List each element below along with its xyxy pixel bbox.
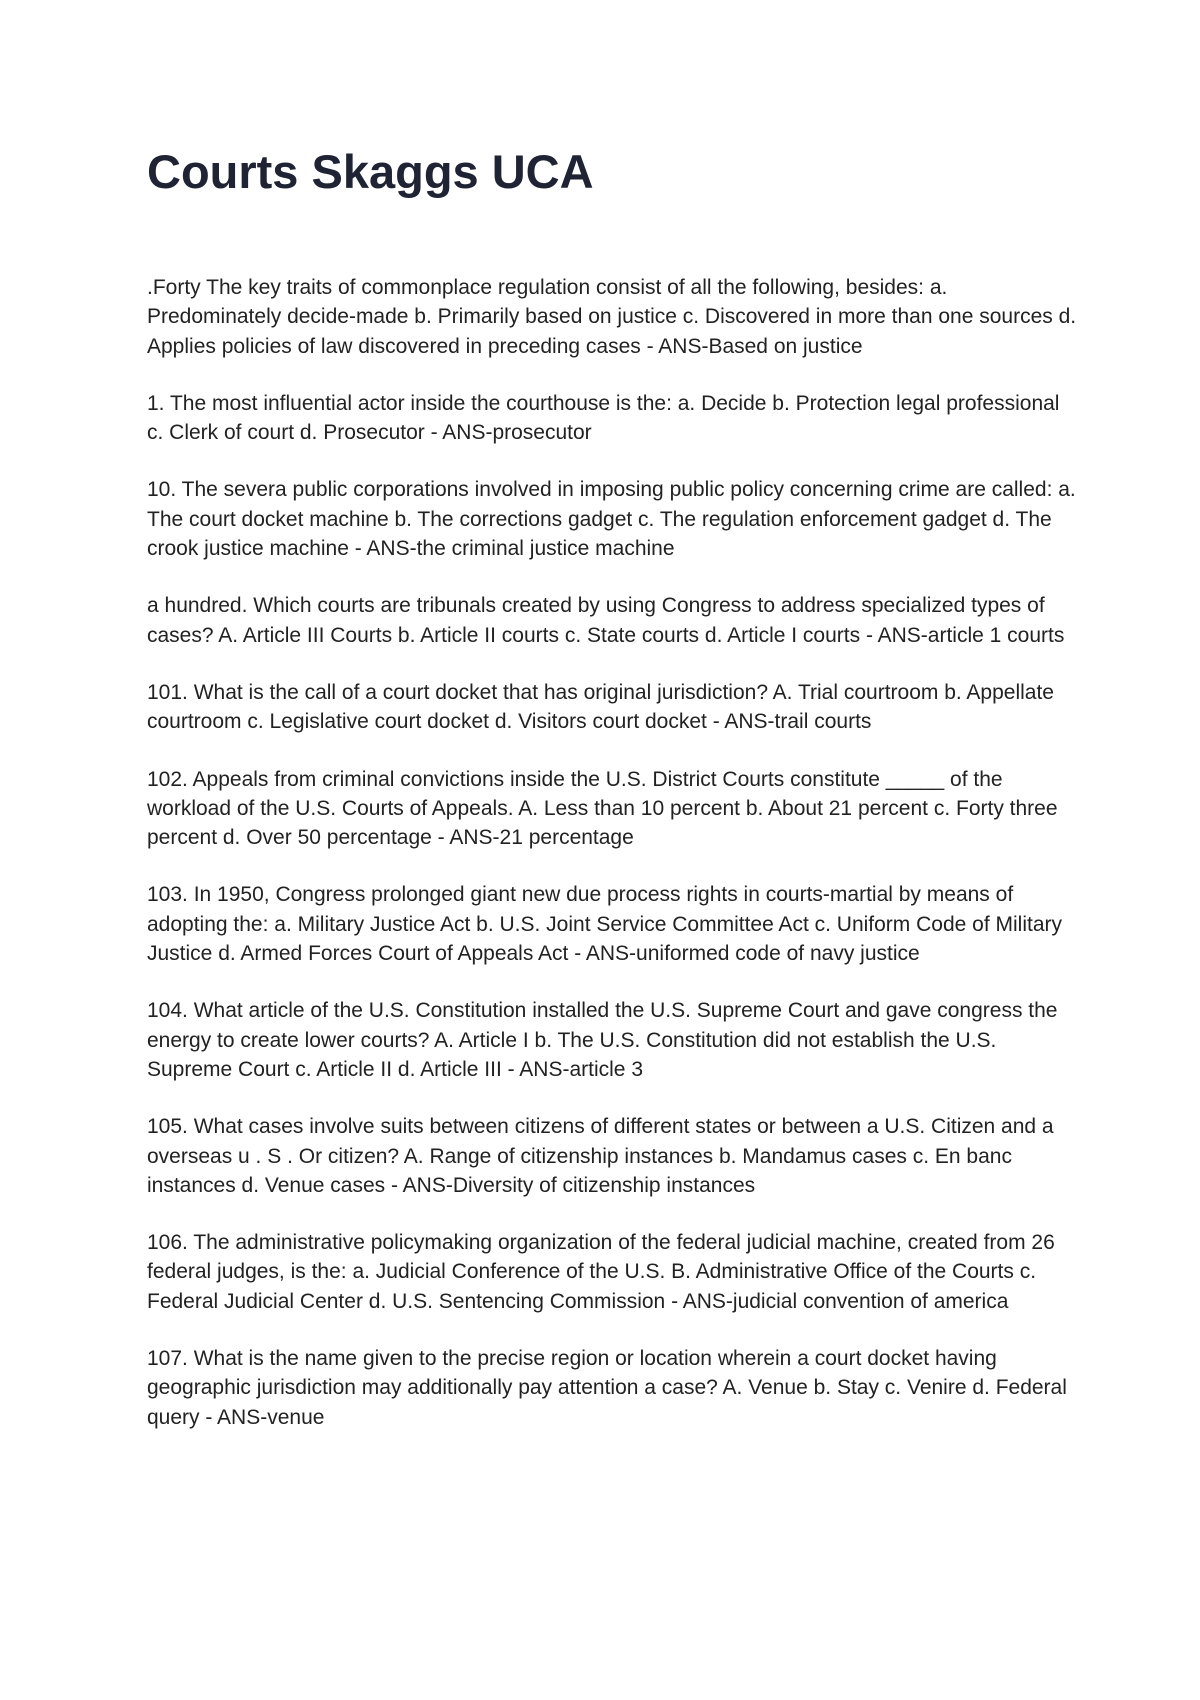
question-paragraph: a hundred. Which courts are tribunals created by using Congress to address specialized types of cases? A. Article III Courts b. Article II courts c. State courts d. Article I courts - ANS-article 1 courts bbox=[147, 594, 1065, 647]
document-title: Courts Skaggs UCA bbox=[147, 145, 594, 198]
question-list bbox=[147, 273, 1077, 1460]
question-paragraph: .Forty The key traits of commonplace regulation consist of all the following, besides: a. Predominately decide-made b. Primarily based on justice c. Discovered in more than one sources d. Applies policies of law discovered in preceding cases - ANS-Based on justice bbox=[147, 276, 1077, 358]
question-paragraph: 1. The most influential actor inside the courthouse is the: a. Decide b. Protection legal professional c. Clerk of court d. Prosecutor - ANS-prosecutor bbox=[147, 391, 1060, 445]
question-paragraph: 101. What is the call of a court docket that has original jurisdiction? A. Trial courtroom b. Appellate courtroom c. Legislative court docket d. Visitors court docket - ANS-trail courts bbox=[147, 680, 1054, 734]
question-paragraph: 103. In 1950, Congress prolonged giant new due process rights in courts-martial by means of adopting the: a. Military Justice Act b. U.S. Joint Service Committee Act c. Uniform Code of Military Justice d. Armed Forces Court of Appeals Act - ANS-uniformed code of navy justice bbox=[147, 883, 1063, 966]
question-paragraph: 104. What article of the U.S. Constitution installed the U.S. Supreme Court and gave congress the energy to create lower courts? A. Article I b. The U.S. Constitution did not establish the U.S. Supreme Court c. Article II d. Article III - ANS-article 3 bbox=[147, 999, 1058, 1081]
question-paragraph: 10. The severa public corporations involved in imposing public policy concerning crime are called: a. The court docket machine b. The corrections gadget c. The regulation enforcement gadget d. The crook justice machine - ANS-the criminal justice machine bbox=[147, 478, 1076, 561]
question-paragraph: 107. What is the name given to the precise region or location wherein a court docket having geographic jurisdiction may additionally pay attention a case? A. Venue b. Stay c. Venire d. Federal query - ANS-venue bbox=[147, 1347, 1067, 1429]
question-paragraph: 106. The administrative policymaking organization of the federal judicial machine, created from 26 federal judges, is the: a. Judicial Conference of the U.S. B. Administrative Office of the Courts c. Federal Judicial Center d. U.S. Sentencing Commission - ANS-judicial convention of america bbox=[147, 1231, 1055, 1313]
question-paragraph: 105. What cases involve suits between citizens of different states or between a U.S. Citizen and a overseas u . S . Or citizen? A. Range of citizenship instances b. Mandamus cases c. En banc instances d. Venue cases - ANS-Diversity of citizenship instances bbox=[147, 1115, 1054, 1197]
question-paragraph: 102. Appeals from criminal convictions inside the U.S. District Courts constitute _____ of the workload of the U.S. Courts of Appeals. A. Less than 10 percent b. About 21 percent c. Forty three percent d. Over 50 percentage - ANS-21 percentage bbox=[147, 767, 1058, 850]
